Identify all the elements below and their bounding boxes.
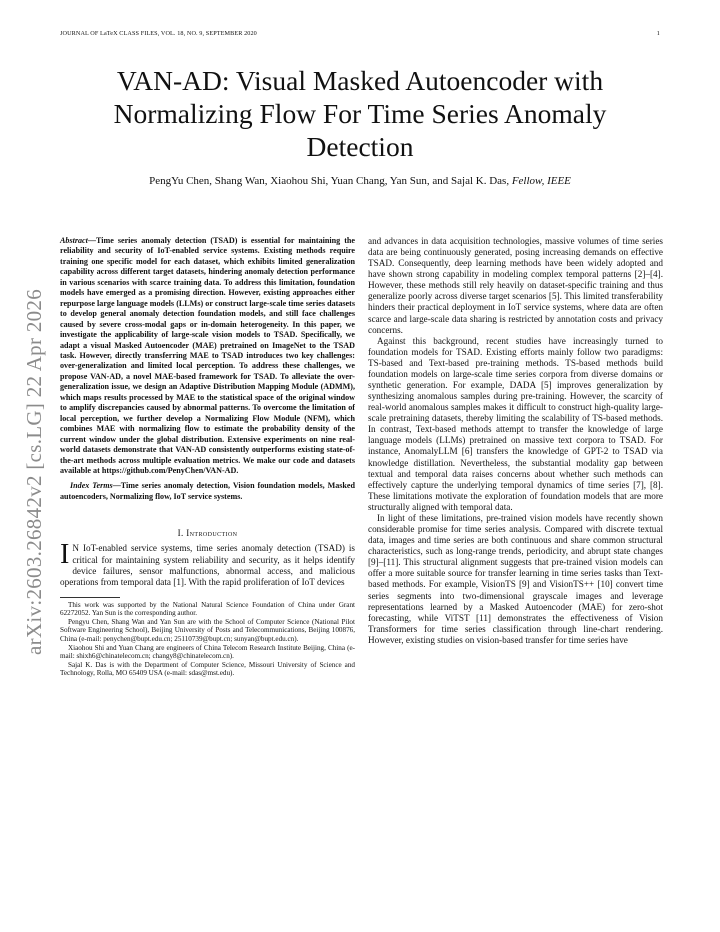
footnotes xyxy=(60,601,355,678)
section-title: Introduction xyxy=(186,528,238,539)
abstract xyxy=(60,236,355,476)
footnote: Xiaohou Shi and Yuan Chang are engineers of China Telecom Research Institute Beijing, China (e-mail: shixh6@chinatelecom.cn; changy8@chinatelecom.cn). xyxy=(60,643,355,661)
footnote-rule xyxy=(60,597,120,598)
author-names: PengYu Chen, Shang Wan, Xiaohou Shi, Yuan Chang, Yan Sun, and Sajal K. Das, xyxy=(149,175,510,187)
index-terms-label: Index Terms xyxy=(70,481,113,491)
drop-cap: I xyxy=(60,539,70,571)
title-line: VAN-AD: Visual Masked Autoencoder with xyxy=(116,65,604,96)
body-paragraph: In light of these limitations, pre-trained vision models have recently shown considerable promise for time series analysis. Compared with discrete textual data, images and time series are both continuous and share common structural characteristics, such as long-range trends, periodicity, and abrupt state changes [9]–[11]. This structural alignment suggests that pre-trained vision models can offer a more suitable source for transfer learning in time series tasks than Text-based methods. For example, VisionTS [9] and VisionTS++ [10] convert time series segments into two-dimensional grayscale images and leverage representations learned by a Masked Autoencoder (MAE) for zero-shot forecasting, while ViTST [11] demonstrates the effectiveness of Vision Transformers for time series classification through line-chart rendering. However, existing studies on vision-based transfer for time series have xyxy=(368,512,663,645)
arxiv-identifier: arXiv:2603.26842v2 [cs.LG] 22 Apr 2026 xyxy=(22,288,46,655)
section-number: I. xyxy=(177,528,184,539)
journal-header: JOURNAL OF LaTeX CLASS FILES, VOL. 18, NO. 9, SEPTEMBER 2020 xyxy=(60,30,257,37)
abstract-label: Abstract xyxy=(60,236,88,245)
body-paragraph: Against this background, recent studies have increasingly turned to foundation models for TSAD. Existing efforts mainly follow two paradigms: TS-based and Text-based pre-training methods. TS-based methods build foundation models on large-scale time series corpora from diverse domains or synthetic generation. For example, DADA [5] improves generalization by synthesizing anomalous samples during pre-training. However, the scarcity of real-world anomalous samples makes it difficult to construct high-quality large-scale pretraining datasets, thereby limiting the scalability of TS-based methods. In contrast, Text-based methods attempt to transfer the knowledge of large language models (LLMs) pretrained on massive text corpora to TSAD. For instance, AnomalyLLM [6] transfers the knowledge of GPT-2 to TSAD via knowledge distillation. Nevertheless, the substantial modality gap between textual and temporal data raises concerns about whether such methods can effectively capture the underlying temporal dynamics of time series [7], [8]. These limitations motivate the exploration of foundation models that are more structurally aligned with temporal data. xyxy=(368,335,663,512)
title-line: Detection xyxy=(306,131,414,162)
index-terms xyxy=(60,481,355,502)
intro-first-word: N xyxy=(72,543,79,554)
footnote: Sajal K. Das is with the Department of Computer Science, Missouri University of Science and Technology, Rolla, MO 65409 USA (e-mail: sdas@mst.edu). xyxy=(60,660,355,678)
left-column xyxy=(60,236,355,678)
running-header xyxy=(60,30,660,42)
footnote: This work was supported by the National Natural Science Foundation of China under Grant 62272052. Yan Sun is the corresponding author. xyxy=(60,600,355,618)
footnote: Pengyu Chen, Shang Wan and Yan Sun are with the School of Computer Science (National Pilot Software Engineering School), Beijing University of Posts and Telecommunications, Beijing 100876, China (e-mail: penychen@bupt.edu.cn; 25110739@bupt.cn; sunyan@bupt.edu.cn). xyxy=(60,617,355,643)
index-terms-text: —Time series anomaly detection, Vision foundation models, Masked autoencoders, Normalizing flow, IoT service systems. xyxy=(60,481,356,501)
intro-text: IoT-enabled service systems, time series anomaly detection (TSAD) is critical for maintaining system reliability and security, as it helps identify device failures, sensor malfunctions, abnormal access, and malicious operations from temporal data [1]. With the rapid proliferation of IoT devices xyxy=(60,543,355,587)
paper-title xyxy=(60,64,660,163)
title-line: Normalizing Flow For Time Series Anomaly xyxy=(113,98,607,129)
page-number: 1 xyxy=(656,30,660,37)
body-paragraph: and advances in data acquisition technologies, massive volumes of time series data are being continuously generated, posing increasing demands on effective TSAD. Consequently, deep learning methods have been widely adopted and have shown strong capability in modeling complex temporal patterns [2]–[4]. However, these methods still rely heavily on dataset-specific training and thus generalize poorly across diverse target scenarios [5]. This limited transferability hinders their practical deployment in IoT service systems, where data are often scarce and large-scale data sharing is restricted by annotation costs and privacy concerns. xyxy=(368,236,663,335)
abstract-text: —Time series anomaly detection (TSAD) is essential for maintaining the reliability and security of IoT-enabled service systems. Existing methods require training one specific model for each dataset, which exhibits limited generalization capability across different target datasets, hindering anomaly detection performance in various scenarios with scarce training data. To address this limitation, foundation models have emerged as a promising direction. However, existing approaches either repurpose large language models (LLMs) or construct large-scale time series datasets to develop general anomaly detection foundation models, and still face challenges caused by severe cross-modal gaps or in-domain heterogeneity. In this paper, we investigate the applicability of large-scale vision models to TSAD. Specifically, we adapt a visual Masked Autoencoder (MAE) pretrained on ImageNet to the TSAD task. However, directly transferring MAE to TSAD introduces two key challenges: over-generalization and limited local perception. To address these challenges, we propose VAN-AD, a novel MAE-based framework for TSAD. To alleviate the over-generalization issue, we design an Adaptive Distribution Mapping Module (ADMM), which maps results processed by MAE to the statistical space of the original window to amplify discrepancies caused by abnormal patterns. To overcome the limitation of local perception, we further develop a Normalizing Flow Module (NFM), which combines MAE with normalizing flow to estimate the probability density of the current window under the global distribution. Extensive experiments on nine real-world datasets demonstrate that VAN-AD consistently outperforms existing state-of-the-art methods across multiple evaluation metrics. We make our code and datasets available at https://github.com/PenyChen/VAN-AD. xyxy=(60,236,355,475)
section-heading xyxy=(60,528,355,539)
author-list xyxy=(60,175,660,187)
right-column xyxy=(368,236,663,646)
author-fellow: Fellow, IEEE xyxy=(511,175,571,187)
intro-paragraph xyxy=(60,539,355,587)
